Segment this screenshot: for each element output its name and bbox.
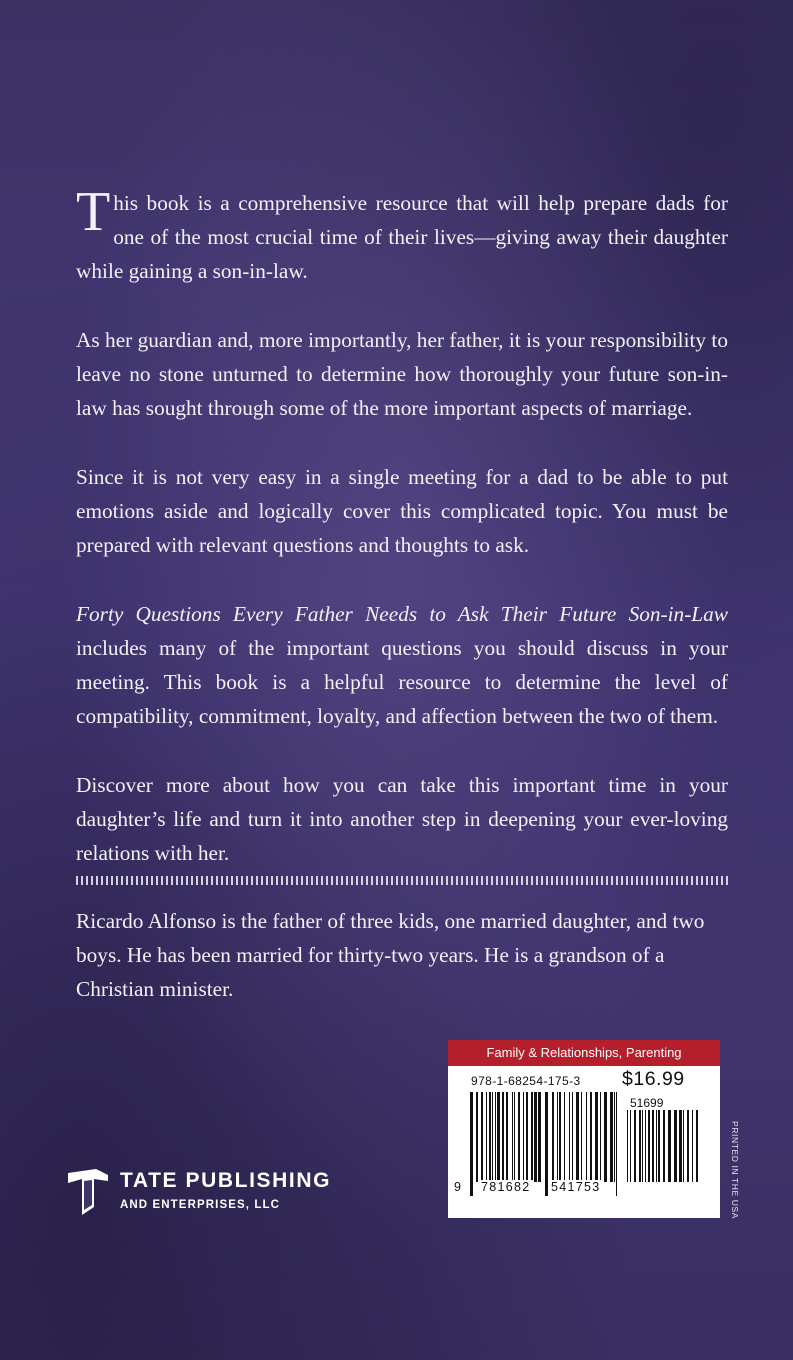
- price: $16.99: [622, 1068, 685, 1090]
- barcode-bar: [610, 1092, 613, 1182]
- description-paragraph-4: [76, 597, 728, 733]
- section-divider: [76, 876, 728, 885]
- barcode-bar: [538, 1092, 541, 1182]
- barcode-bar: [552, 1092, 554, 1182]
- barcode-bar: [506, 1092, 508, 1182]
- barcode-bar: [696, 1110, 698, 1182]
- barcode-bar: [648, 1110, 650, 1182]
- barcode-bar: [604, 1092, 607, 1182]
- description-paragraph-1: [76, 181, 728, 288]
- barcode-label: [448, 1040, 720, 1218]
- publisher-subtitle: AND ENTERPRISES, LLC: [120, 1199, 281, 1211]
- paragraph-4-text: includes many of the important questions you should discuss in your meeting. This book is a helpful resource to determine the level of compatibility, commitment, loyalty, and affection between the two of them.: [76, 636, 728, 728]
- barcode-bar: [600, 1092, 601, 1182]
- drop-cap: T: [76, 181, 111, 243]
- barcode-bar: [683, 1110, 684, 1182]
- barcode-bar: [531, 1092, 533, 1182]
- description-paragraph-3: Since it is not very easy in a single meeting for a dad to be able to put emotions aside and logically cover this complicated topic. You must be prepared with relevant questions and thoughts to ask.: [76, 465, 728, 557]
- barcode-bar: [674, 1110, 677, 1182]
- barcode-bar: [645, 1110, 646, 1182]
- printed-in-usa-text: PRINTED IN THE USA: [730, 1120, 740, 1220]
- author-bio: Ricardo Alfonso is the father of three kids, one married daughter, and two boys. He has been married for thirty-two years. He is a grandson of a Christian minister.: [76, 909, 705, 1001]
- barcode-bar: [502, 1092, 504, 1182]
- publisher-name: TATE PUBLISHING: [120, 1169, 332, 1192]
- barcode-bar: [586, 1092, 587, 1182]
- barcode-digits-right: 541753: [548, 1180, 604, 1194]
- barcode-bar: [642, 1110, 643, 1182]
- barcode-bar: [652, 1110, 654, 1182]
- barcode-bar: [658, 1110, 660, 1182]
- tate-shield-icon: [66, 1167, 110, 1217]
- barcode-bar: [534, 1092, 537, 1182]
- paragraph-1-text: his book is a comprehensive resource that will help prepare dads for one of the most crucial time of their lives—giving away their daughter while gaining a son-in-law.: [76, 191, 728, 283]
- barcode-bar: [489, 1092, 491, 1182]
- barcode-digit-first: 9: [454, 1180, 461, 1194]
- barcode-digits-left: 781682: [478, 1180, 534, 1194]
- price-addon-barcode: [627, 1110, 700, 1196]
- barcode-bar: [557, 1092, 558, 1182]
- barcode-bar: [492, 1092, 493, 1182]
- barcode-bar: [634, 1110, 636, 1182]
- barcode-bar: [663, 1110, 665, 1182]
- barcode-bar: [590, 1092, 592, 1182]
- barcode-bar: [687, 1110, 689, 1182]
- barcode-bar: [692, 1110, 693, 1182]
- barcode-bar: [495, 1092, 496, 1182]
- barcode-bar: [497, 1092, 500, 1182]
- barcode-bar: [512, 1092, 513, 1182]
- barcode-bar: [486, 1092, 487, 1182]
- description-paragraph-2: As her guardian and, more importantly, her father, it is your responsibility to leave no stone unturned to determine how thoroughly your future son-in-law has sought through some of the more important aspects of marriage.: [76, 328, 728, 420]
- barcode-bar: [614, 1092, 615, 1182]
- barcode-bar: [595, 1092, 598, 1182]
- category-band: Family & Relationships, Parenting: [448, 1040, 720, 1066]
- book-title-italic: Forty Questions Every Father Needs to Ask Their Future Son-in-Law: [76, 602, 728, 626]
- barcode-bar: [559, 1092, 561, 1182]
- isbn-number: 978-1-68254-175-3: [471, 1074, 581, 1088]
- barcode-bar: [564, 1092, 565, 1182]
- barcode-bar: [679, 1110, 682, 1182]
- barcode-bar: [523, 1092, 524, 1182]
- barcode-bar: [572, 1092, 573, 1182]
- barcode-bar: [656, 1110, 657, 1182]
- barcode-bar: [514, 1092, 515, 1182]
- barcode-bar: [639, 1110, 641, 1182]
- barcode-bar: [627, 1110, 628, 1182]
- barcode-bar: [518, 1092, 520, 1182]
- barcode-bar: [526, 1092, 528, 1182]
- book-description: [76, 181, 728, 870]
- publisher-logo: [66, 1165, 396, 1225]
- price-code: 51699: [630, 1096, 664, 1110]
- barcode-bar: [668, 1110, 671, 1182]
- description-paragraph-5: Discover more about how you can take this important time in your daughter’s life and turn it into another step in deepening your ever-loving relations with her.: [76, 773, 728, 865]
- barcode-bar: [581, 1092, 582, 1182]
- barcode-bar: [630, 1110, 631, 1182]
- barcode-digits: [454, 1180, 620, 1198]
- printed-in-usa: [728, 1120, 742, 1220]
- barcode-bar: [576, 1092, 579, 1182]
- barcode-bar: [569, 1092, 570, 1182]
- barcode-bar: [476, 1092, 478, 1182]
- barcode-bar: [481, 1092, 483, 1182]
